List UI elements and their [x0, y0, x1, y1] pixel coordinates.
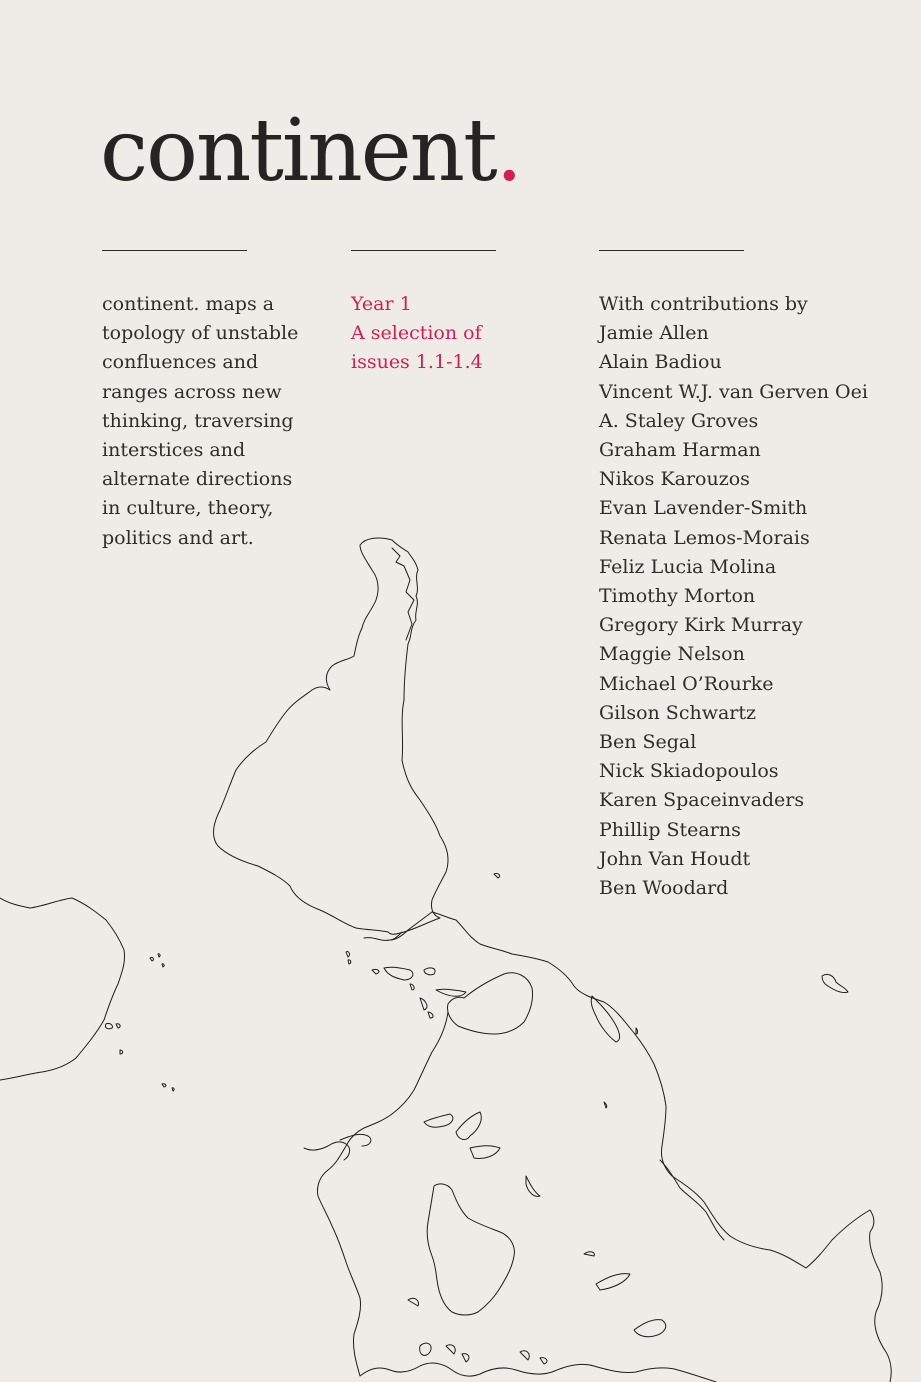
description-line: topology of unstable [102, 322, 299, 345]
coastline-southwest [317, 1012, 448, 1376]
edition-year: Year 1 [351, 293, 412, 315]
coastline-peninsula [214, 538, 448, 934]
coastline-islands-center [346, 873, 500, 1018]
contributor-name: Graham Harman [599, 439, 761, 462]
contributor-name: Nick Skiadopoulos [599, 760, 779, 783]
edition-issues: issues 1.1-1.4 [351, 351, 483, 374]
contributor-name: Michael O’Rourke [599, 672, 774, 695]
coastline-isles-lower [424, 996, 638, 1196]
contributor-name: Nikos Karouzos [599, 468, 750, 491]
description-line: continent. maps a [102, 293, 275, 315]
coastline-isles-east [584, 974, 848, 1336]
contributor-name: Timothy Morton [599, 585, 756, 608]
contributors-column [599, 290, 919, 903]
contributor-name: John Van Houdt [599, 847, 751, 870]
description-line: interstices and [102, 439, 246, 462]
description-line: thinking, traversing [102, 409, 294, 432]
edition-subtitle: A selection of [351, 322, 482, 345]
masthead-wordmark: continent [100, 101, 496, 201]
contributor-name: Ben Woodard [599, 877, 729, 900]
contributor-name: Gregory Kirk Murray [599, 614, 803, 637]
contributor-name: Renata Lemos-Morais [599, 526, 810, 549]
coastline-peninsula-detail [392, 548, 414, 640]
contributor-name: Phillip Stearns [599, 818, 741, 841]
coastline-inlet-2 [340, 1134, 371, 1146]
coastline-main-continent [432, 912, 891, 1382]
contributor-name: Ben Segal [599, 731, 697, 754]
description-line: alternate directions [102, 468, 293, 491]
contributor-name: Alain Badiou [599, 351, 722, 374]
coastline-lake [427, 1184, 514, 1315]
divider-rule-right [599, 250, 744, 251]
contributor-name: Maggie Nelson [599, 643, 745, 666]
description-line: politics and art. [102, 526, 254, 549]
contributors-heading: With contributions by [599, 293, 808, 315]
contributor-name: A. Staley Groves [599, 409, 759, 432]
coastline-islet [105, 954, 174, 1091]
description-line: in culture, theory, [102, 497, 274, 520]
description-column [102, 290, 307, 553]
masthead-period: . [495, 101, 521, 201]
description-line: confluences and [102, 351, 259, 374]
coastline-lower-islets [408, 1298, 547, 1364]
edition-column [351, 290, 511, 378]
contributor-name: Gilson Schwartz [599, 701, 757, 724]
masthead-title [100, 101, 521, 201]
contributor-name: Feliz Lucia Molina [599, 555, 777, 578]
contributor-name: Evan Lavender-Smith [599, 497, 808, 520]
contributor-name: Jamie Allen [599, 322, 709, 345]
coastline-bay [447, 973, 532, 1034]
divider-rule-left [102, 250, 247, 251]
coastline-left-landmass [0, 898, 125, 1080]
coastline-bottom-fringe [360, 1363, 716, 1382]
coastline-lower-east [660, 1160, 724, 1240]
contributor-name: Vincent W.J. van Gerven Oei [599, 380, 868, 403]
divider-rule-middle [351, 250, 496, 251]
contributor-name: Karen Spaceinvaders [599, 789, 805, 812]
description-line: ranges across new [102, 380, 282, 403]
